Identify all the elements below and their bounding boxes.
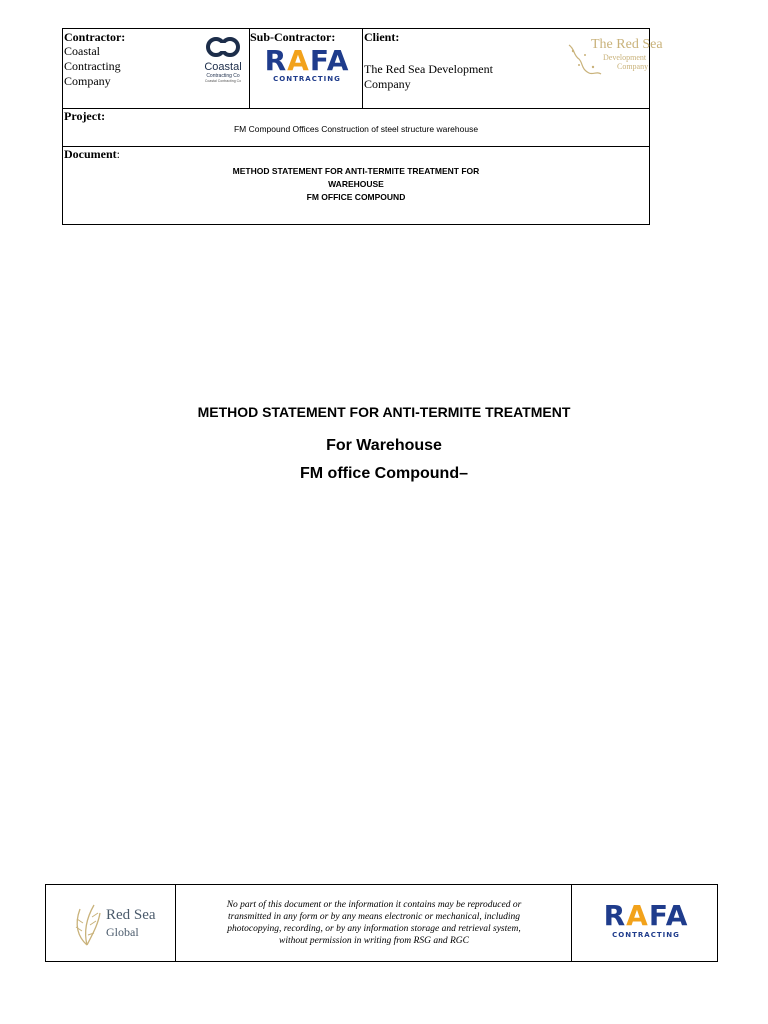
- rafa-logo-header: [259, 44, 355, 84]
- rafa-logo-sub: CONTRACTING: [612, 931, 680, 939]
- page-subtitle: FM office Compound–: [300, 465, 468, 482]
- rafa-logo-fa: FA: [648, 899, 689, 932]
- rafa-logo-a: A: [287, 44, 310, 77]
- contractor-line: Contracting: [64, 59, 121, 73]
- client-name: [364, 62, 493, 92]
- rafa-logo-r: R: [603, 899, 627, 932]
- header-row-parties: [63, 29, 663, 109]
- header-table: [62, 28, 663, 225]
- contractor-line: Company: [64, 74, 111, 88]
- coastal-logo-name: Coastal: [204, 61, 242, 73]
- red-sea-global-leaf-icon: [70, 901, 104, 947]
- rafa-logo-a: A: [626, 899, 649, 932]
- document-label: Document: [64, 147, 117, 161]
- rafa-logo-footer: [586, 901, 706, 940]
- rsdc-logo-line2: Development: [603, 53, 647, 62]
- contractor-label: Contractor:: [64, 30, 126, 44]
- client-line: Company: [364, 77, 411, 91]
- contractor-line: Coastal: [64, 44, 100, 58]
- document-label-wrap: [64, 147, 120, 161]
- coastal-logo-tag: Coastal Contracting Co: [204, 79, 242, 83]
- rafa-logo-fa: FA: [309, 44, 350, 77]
- rsdc-logo-line3: Company: [617, 62, 649, 71]
- notice-line: photocopying, recording, or by any information storage and retrieval system,: [227, 924, 521, 934]
- divider: [571, 885, 572, 961]
- subcontractor-label: Sub-Contractor:: [250, 30, 336, 44]
- header-row-document: [63, 146, 649, 225]
- divider: [175, 885, 176, 961]
- project-text: FM Compound Offices Construction of steel structure warehouse: [233, 124, 479, 134]
- copyright-notice: [184, 899, 564, 947]
- page-title: METHOD STATEMENT FOR ANTI-TERMITE TREATMENT: [197, 404, 571, 420]
- contractor-name: [64, 44, 121, 89]
- red-sea-global-logo: [70, 901, 160, 947]
- coastal-mark-icon: [204, 37, 242, 57]
- project-label: Project:: [64, 109, 106, 123]
- notice-line: No part of this document or the information it contains may be reproduced or: [226, 900, 522, 910]
- document-title-line: WAREHOUSE: [328, 179, 384, 189]
- rsg-logo-line2: Global: [106, 925, 139, 939]
- coastal-logo-sub: Contracting Co: [206, 73, 240, 79]
- header-row-project: [63, 108, 649, 147]
- document-colon: :: [116, 147, 121, 161]
- rafa-logo-r: R: [264, 44, 288, 77]
- footer-table: [45, 884, 718, 962]
- notice-line: transmitted in any form or by any means electronic or mechanical, including: [228, 912, 520, 922]
- red-sea-development-logo: [563, 37, 663, 79]
- rafa-logo-sub: CONTRACTING: [273, 75, 341, 83]
- rafa-logo-wordmark: [259, 44, 355, 77]
- rafa-logo-wordmark: [586, 901, 706, 931]
- document-title-line: METHOD STATEMENT FOR ANTI-TERMITE TREATMENT FOR: [232, 166, 480, 176]
- rsg-logo-line1: Red Sea: [106, 907, 156, 923]
- page-subtitle: For Warehouse: [326, 437, 442, 454]
- notice-line: without permission in writing from RSG and RGC: [279, 936, 469, 946]
- client-label: Client:: [364, 30, 400, 44]
- rsdc-logo-line1: The Red Sea: [591, 37, 663, 52]
- document-title-line: FM OFFICE COMPOUND: [306, 192, 406, 202]
- client-line: The Red Sea Development: [364, 62, 493, 76]
- divider: [362, 29, 363, 108]
- coastal-logo: [199, 37, 247, 89]
